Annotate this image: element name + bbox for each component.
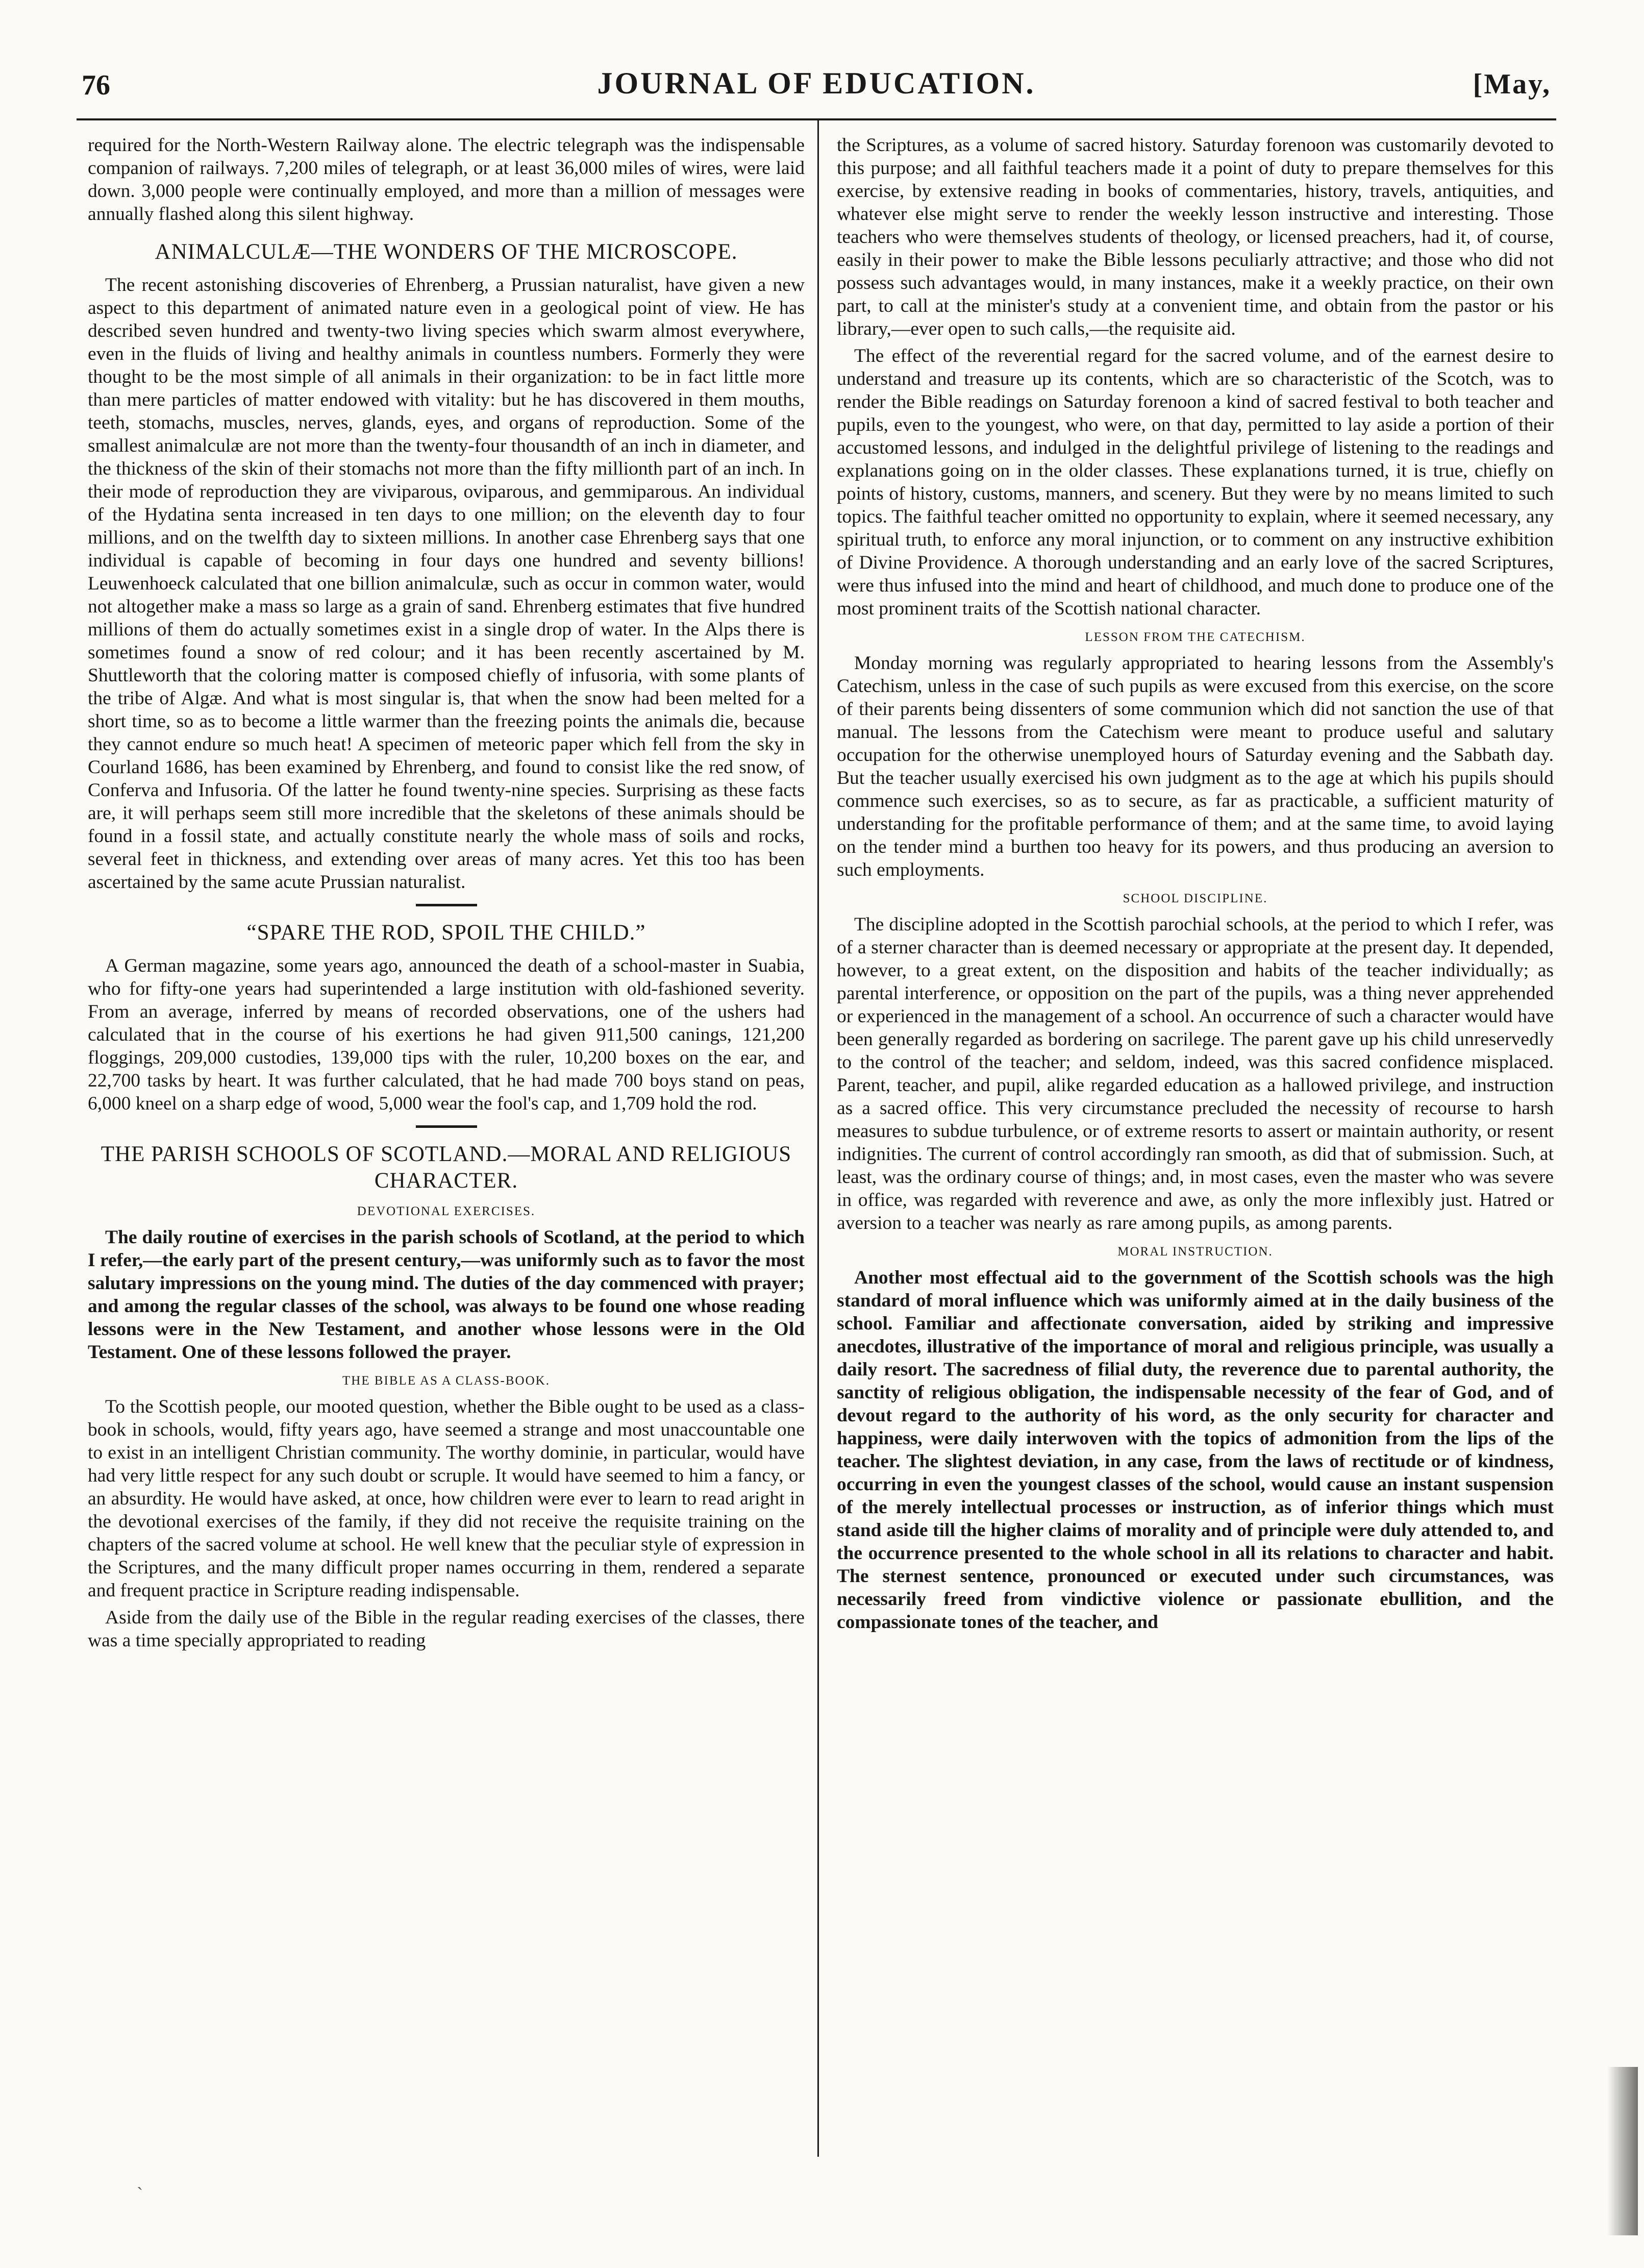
section-rule [416,904,477,906]
bible-subheading: THE BIBLE AS A CLASS-BOOK. [342,1374,550,1388]
stray-mark: ˏ [137,2170,143,2190]
page-edge-shadow [1607,2067,1638,2235]
devotional-body: The daily routine of exercises in the parish schools of Scotland, at the period to which I refer,—the early part of the present century,—was uniformly such as to favor the most salutary impressions on the young mind. The duties of the day commenced with prayer; and among the regular classes of the school, was always to be found one whose reading lessons were in the New Testament, and another whose lessons were in the Old Testament. One of these lessons followed the prayer. [88,1227,805,1363]
animalculae-heading: ANIMALCULÆ—THE WONDERS OF THE MICROSCOPE. [155,240,738,264]
catechism-body: Monday morning was regularly appropriated to hearing lessons from the Assembly's Catechism, unless in the case of such pupils as were excused from this exercise, on the score of their parents being dissenters of some communion which did not sanction the use of that manual. The lessons from the Catechism were meant to produce useful and salutary occupation for the otherwise unemployed hours of Saturday evening and the Sabbath day. But the teacher usually exercised his own judgment as to the age at which his pupils should commence such exercises, so as to secure, as far as practicable, a sufficient maturity of understanding for the profitable performance of them; and at the same time, to avoid laying on the tender mind a burthen too heavy for its powers, and thus producing an aversion to such employments. [837,653,1554,880]
devotional-subheading: DEVOTIONAL EXERCISES. [357,1204,536,1218]
reverential-regard-paragraph: The effect of the reverential regard for the sacred volume, and of the earnest desire to understand and treasure up its contents, which are so characteristic of the Scotch, was to render the Bible readings on Saturday forenoon a kind of sacred festival to both teacher and pupils, even to the youngest, who were, on that day, permitted to lay aside a portion of their accustomed lessons, and indulged in the delightful privilege of listening to the readings and explanations going on in the older classes. These explanations turned, it is true, chiefly on points of history, customs, manners, and scenery. But they were by no means limited to such topics. The faithful teacher omitted no opportunity to explain, where it seemed necessary, any spiritual truth, to enforce any moral injunction, or to comment on any instructive exhibition of Divine Providence. A thorough understanding and an early love of the sacred Scriptures, were thus infused into the mind and heart of childhood, and much done to produce one of the most prominent traits of the Scottish national character. [837,346,1554,619]
bible-body-continued: Aside from the daily use of the Bible in the regular reading exercises of the classes, there was a time specially appropriated to reading [88,1607,805,1651]
catechism-subheading: LESSON FROM THE CATECHISM. [1085,630,1306,644]
discipline-body: The discipline adopted in the Scottish parochial schools, at the period to which I refer, was of a sterner character than is deemed necessary or appropriate at the present day. It depended, however, to a great extent, on the disposition and habits of the teacher individually; as parental interference, or opposition on the part of the pupils, was a thing never apprehended or experienced in the management of a school. An occurrence of such a character would have been generally regarded as bordering on sacrilege. The parent gave up his child unreservedly to the control of the teacher; and seldom, indeed, was this sacred confidence misplaced. Parent, teacher, and pupil, alike regarded education as a hallowed privilege, and instruction as a sacred office. This very circumstance precluded the necessity of recourse to harsh measures to subdue turbulence, or of extreme resorts to assert or maintain authority, or resent indignities. The current of control accordingly ran smooth, as did that of submission. Such, at least, was the ordinary course of things; and, in most cases, even the master who was severe in office, was regarded with reverence and awe, as only the more inflexibly just. Hatred or aversion to a teacher was nearly as rare among pupils, as among parents. [837,914,1554,1234]
railway-telegraph-paragraph: required for the North-Western Railway alone. The electric telegraph was the indispensable companion of railways. 7,200 miles of telegraph, or at least 36,000 miles of wires, were laid down. 3,000 people were continually employed, and more than a million of messages were annually flashed along this silent highway. [88,135,805,225]
moral-body: Another most effectual aid to the government of the Scottish schools was the high standard of moral influence which was uniformly aimed at in the daily business of the school. Familiar and affectionate conversation, aided by striking and impressive anecdotes, illustrative of the importance of moral and religious principle, was usually a daily resort. The sacredness of filial duty, the reverence due to parental authority, the sanctity of religious obligation, the indispensable necessity of the fear of God, and of devout regard to the authority of his word, as the only security for character and happiness, were daily interwoven with the topics of admonition from the lips of the teacher. The slightest deviation, in any case, from the laws of rectitude or of kindness, occurring in even the youngest classes of the school, would cause an instant suspension of the merely intellectual processes or instruction, as of inferior things which must stand aside till the higher claims of morality and of principle were duly attended to, and the occurrence presented to the whole school in all its relations to character and habit. The sternest sentence, pronounced or executed under such circumstances, was necessarily freed from vindictive violence or passionate ebullition, and the compassionate tones of the teacher, and [837,1267,1554,1633]
bible-body: To the Scottish people, our mooted question, whether the Bible ought to be used as a class-book in schools, would, fifty years ago, have seemed a strange and most unaccountable one to exist in an intelligent Christian community. The worthy dominie, in particular, would have had very little respect for any such doubt or scruple. It would have seemed to him a fancy, or an absurdity. He would have asked, at once, how children were ever to learn to read aright in the devotional exercises of the family, if they did not receive the requisite training on the chapters of the sacred volume at school. He well knew that the peculiar style of expression in the Scriptures, and the many difficult proper names occurring in them, rendered a separate and frequent practice in Scripture reading indispensable. [88,1396,805,1601]
journal-title: JOURNAL OF EDUCATION. [597,66,1036,100]
left-column [88,134,805,2165]
section-rule [416,1125,477,1128]
column-divider [817,120,819,2157]
right-column [837,134,1554,2165]
spare-rod-body: A German magazine, some years ago, announced the death of a school-master in Suabia, who for fifty-one years had superintended a large institution with old-fashioned severity. From an average, inferred by means of recorded observations, one of the ushers had calculated that in the course of his exertions he had given 911,500 canings, 121,200 floggings, 209,000 custodies, 139,000 tips with the ruler, 10,200 boxes on the ear, and 22,700 tasks by heart. It was further calculated, that he had made 700 boys stand on peas, 6,000 kneel on a sharp edge of wood, 5,000 wear the fool's cap, and 1,709 hold the rod. [88,955,805,1114]
running-head [77,64,1556,105]
spare-rod-heading: “SPARE THE ROD, SPOIL THE CHILD.” [246,921,646,945]
moral-subheading: MORAL INSTRUCTION. [1117,1245,1273,1259]
animalculae-body: The recent astonishing discoveries of Ehrenberg, a Prussian naturalist, have given a new aspect to this department of animated nature even in a geological point of view. He has described seven hundred and twenty-two living species which swarm almost everywhere, even in the fluids of living and healthy animals in countless numbers. Formerly they were thought to be the most simple of all animals in their organization: to be in fact little more than mere particles of matter endowed with vitality: but he has discovered in them mouths, teeth, stomachs, muscles, nerves, glands, eyes, and organs of reproduction. Some of the smallest animalculæ are not more than the twenty-four thousandth of an inch in diameter, and the thickness of the skin of their stomachs not more than the fifty millionth part of an inch. In their mode of reproduction they are viviparous, oviparous, and gemmiparous. An individual of the Hydatina senta increased in ten days to one million; on the eleventh day to four millions, and on the twelfth day to sixteen millions. In another case Ehrenberg says that one individual is capable of becoming in four days one hundred and seventy billions! Leuwenhoeck calculated that one billion animalculæ, such as occur in common water, would not altogether make a mass so large as a grain of sand. Ehrenberg estimates that five hundred millions of them do actually sometimes exist in a single drop of water. In the Alps there is sometimes found a snow of red colour; and it has been recently ascertained by M. Shuttleworth that the coloring matter is composed chiefly of infusoria, with some plants of the tribe of Algæ. And what is most singular is, that when the snow had been melted for a short time, so as to become a little warmer than the freezing points the animals die, because they cannot endure so much heat! A specimen of meteoric paper which fell from the sky in Courland 1686, has been examined by Ehrenberg, and found to consist like the red snow, of Conferva and Infusoria. Of the latter he found twenty-nine species. Surprising as these facts are, it will perhaps seem still more incredible that the skeletons of these animals should be found in a fossil state, and actually constitute nearly the whole mass of soils and rocks, several feet in thickness, and extending over areas of many acres. Yet this too has been ascertained by the same acute Prussian naturalist. [88,275,805,893]
issue-month: [May, [1473,68,1551,100]
header-rule [77,118,1556,120]
discipline-subheading: SCHOOL DISCIPLINE. [1123,892,1268,905]
saturday-readings-paragraph: the Scriptures, as a volume of sacred history. Saturday forenoon was customarily devoted to this purpose; and all faithful teachers made it a point of duty to prepare themselves for this exercise, by extensive reading in books of commentaries, history, travels, antiquities, and whatever else might serve to render the weekly lesson instructive and interesting. Those teachers who were themselves students of theology, or licensed preachers, had it, of course, easily in their power to make the Bible lessons peculiarly attractive; and those who did not possess such advantages would, in many instances, make it a weekly practice, on their own part, to call at the minister's study at a convenient time, and obtain from the pastor or his library,—ever open to such calls,—the requisite aid. [837,135,1554,339]
parish-schools-heading: THE PARISH SCHOOLS OF SCOTLAND.—MORAL AND RELIGIOUS CHARACTER. [101,1142,792,1193]
page-number: 76 [82,69,110,101]
